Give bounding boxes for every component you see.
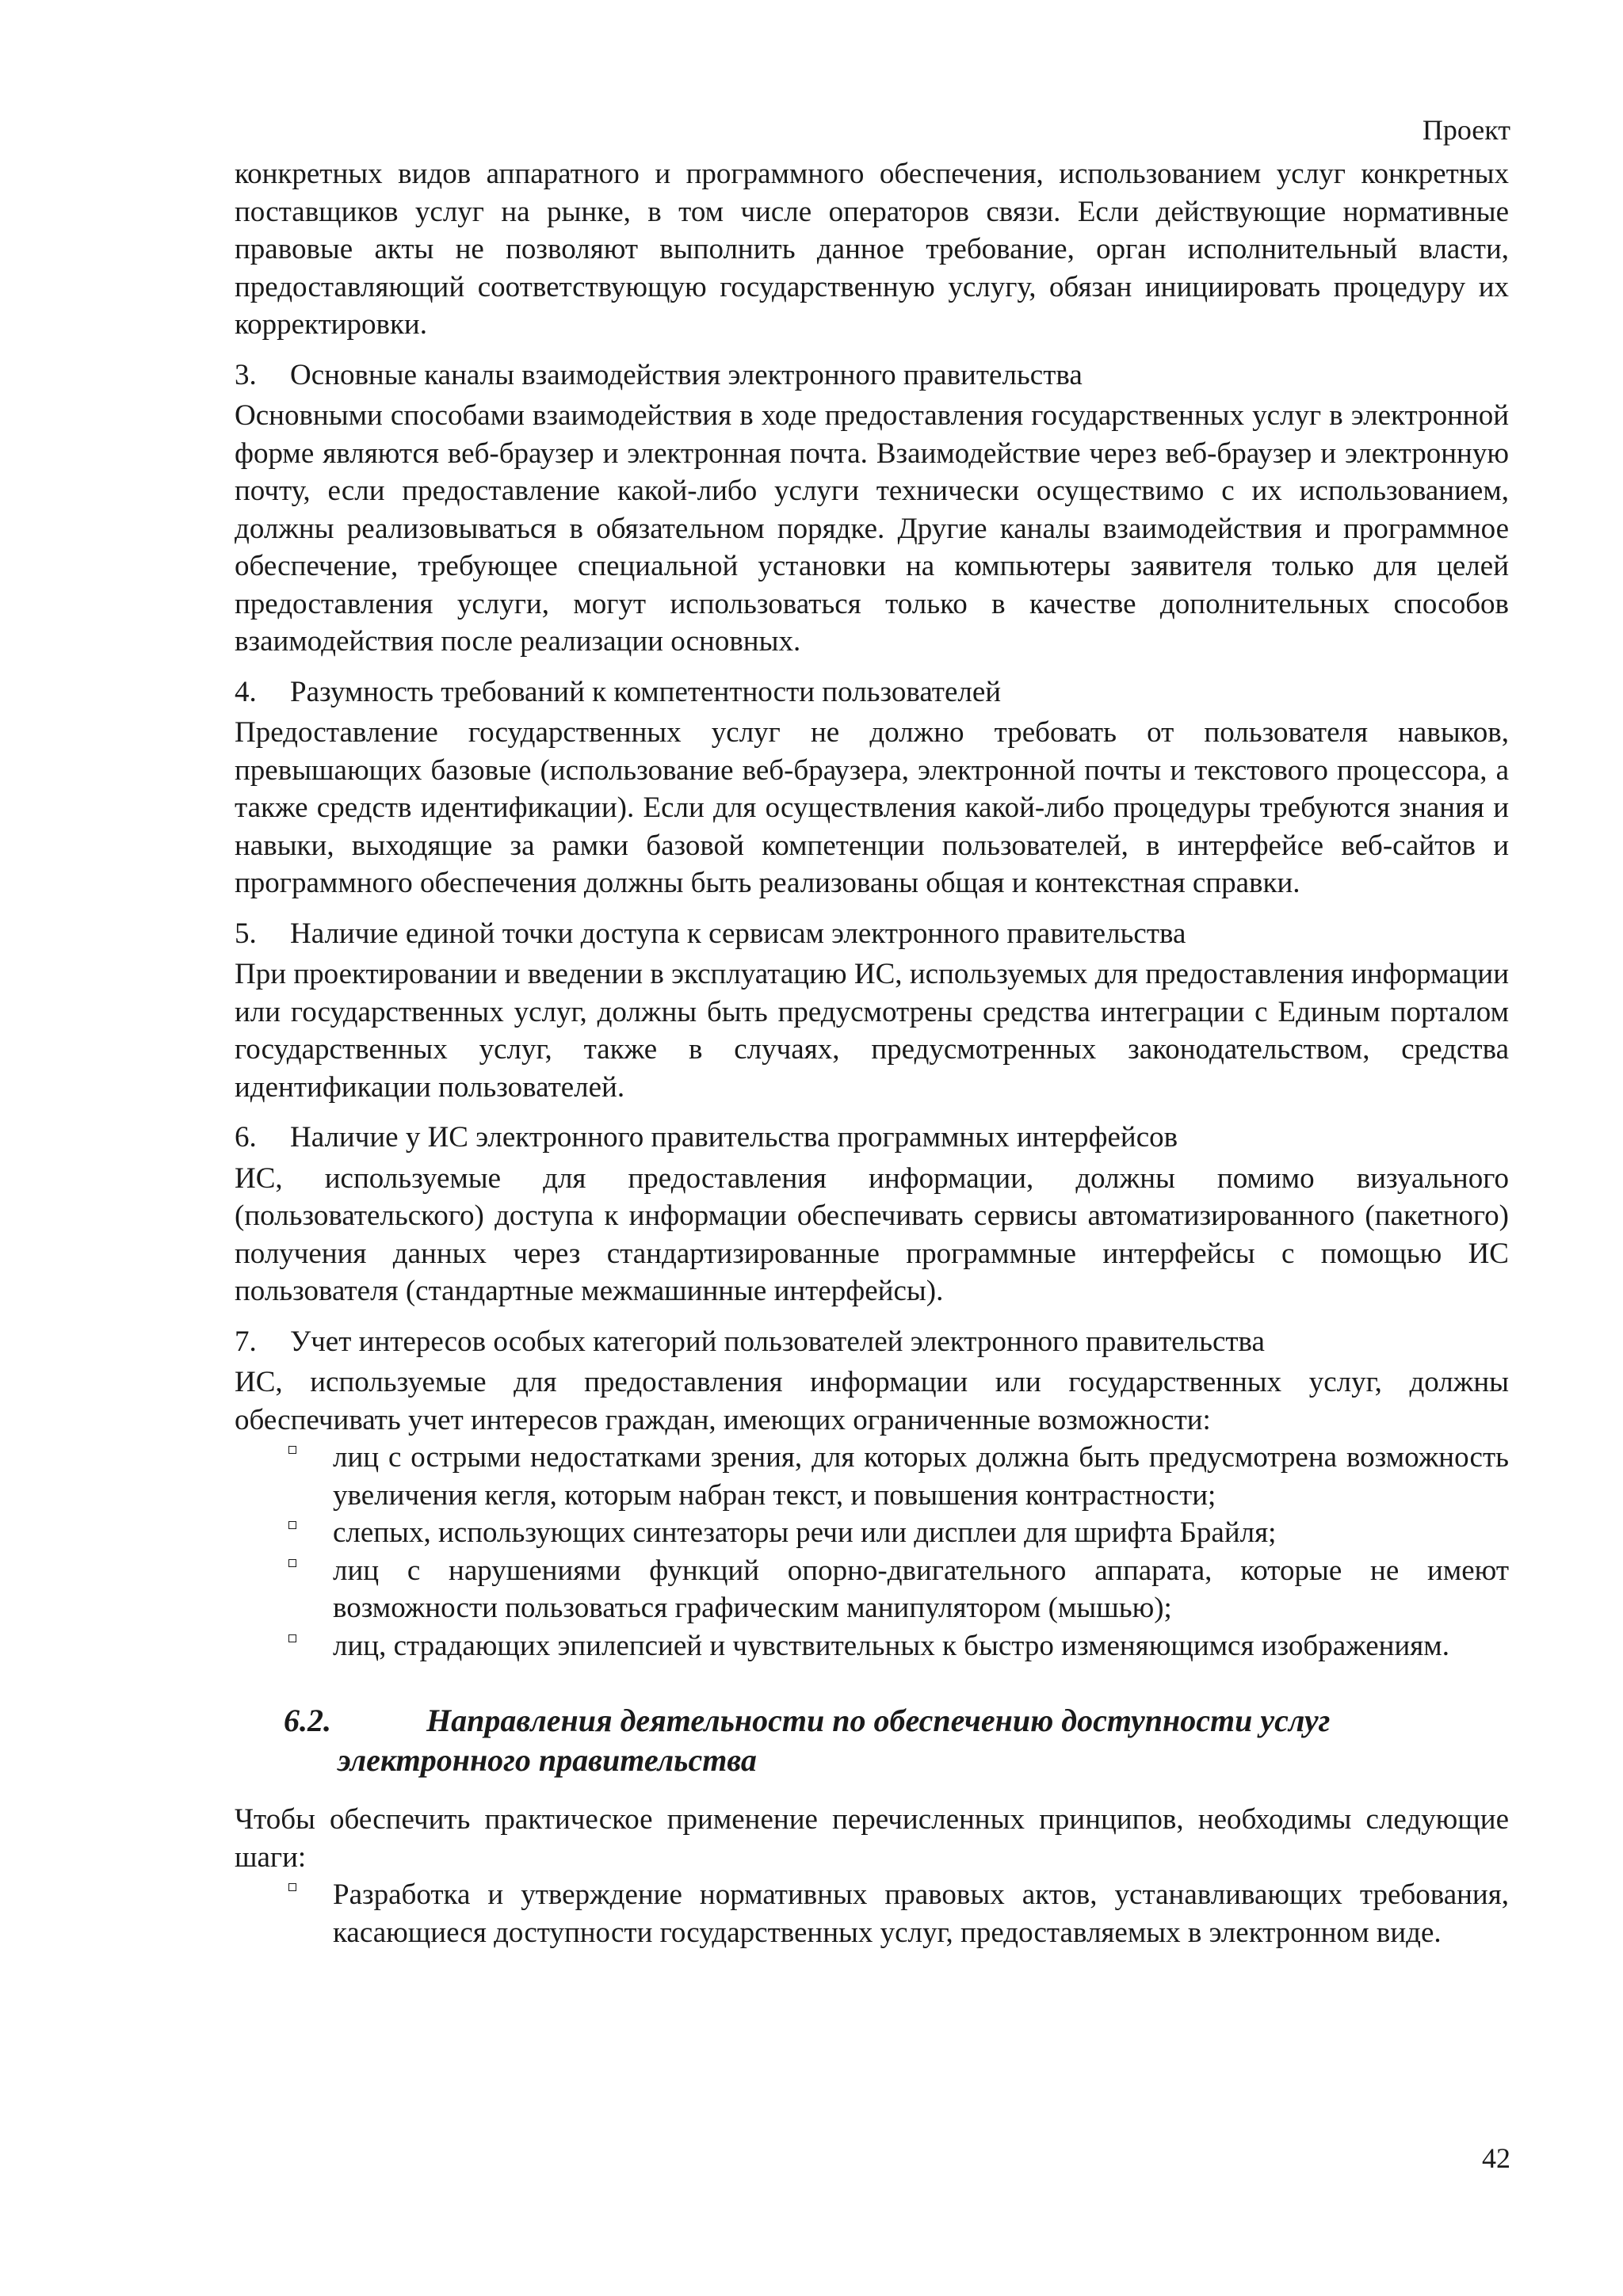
- principle-heading: [235, 915, 1509, 953]
- list-item: [235, 1876, 1509, 1951]
- list-item-text: слепых, использующих синтезаторы речи или дисплеи для шрифта Брайля;: [333, 1516, 1277, 1549]
- principle-title: Разумность требований к компетентности пользователей: [290, 675, 1002, 708]
- principle-text: Основными способами взаимодействия в ходе предоставления государственных услуг в электронной форме являются веб-браузер и электронная почта. Взаимодействие через веб-браузер и электронную почту, если предоставление какой-либо услуги технически осуществимо с их использованием, должны реализовываться в обязательном порядке. Другие каналы взаимодействия и программное обеспечение, требующее специальной установки на компьютеры заявителя только для целей предоставления услуги, могут использоваться только в качестве дополнительных способов взаимодействия после реализации основных.: [235, 399, 1509, 658]
- list-item: [235, 1552, 1509, 1627]
- principle-title: Учет интересов особых категорий пользователей электронного правительства: [290, 1325, 1265, 1358]
- principle-text: ИС, используемые для предоставления информации или государственных услуг, должны обеспечивать учет интересов граждан, имеющих ограниченные возможности:: [235, 1366, 1509, 1436]
- list-item-text: лиц, страдающих эпилепсией и чувствительных к быстро изменяющимся изображениям.: [333, 1629, 1449, 1662]
- principle-number: 7.: [235, 1325, 257, 1358]
- principle-heading: [235, 357, 1509, 395]
- list-item-text: Разработка и утверждение нормативных правовых актов, устанавливающих требования, касающиеся доступности государственных услуг, предоставляемых в электронном виде.: [333, 1878, 1509, 1949]
- principle-text: Предоставление государственных услуг не должно требовать от пользователя навыков, превышающих базовые (использование веб-браузера, электронной почты и текстового процессора, а также средств идентификации). Если для осуществления какой-либо процедуры требуются знания и навыки, выходящие за рамки базовой компетенции пользователей, в интерфейсе веб-сайтов и программного обеспечения должны быть реализованы общая и контекстная справки.: [235, 716, 1509, 899]
- list-item: [235, 1627, 1509, 1665]
- principle-heading: [235, 673, 1509, 711]
- principle-text: При проектировании и введении в эксплуатацию ИС, используемых для предоставления информации или государственных услуг, должны быть предусмотрены средства интеграции с Единым порталом государственных услуг, также в случаях, предусмотренных законодательством, средства идентификации пользователей.: [235, 958, 1509, 1104]
- list-item-text: лиц с острыми недостатками зрения, для которых должна быть предусмотрена возможность увеличения кегля, которым набран текст, и повышения контрастности;: [333, 1441, 1509, 1512]
- principle-title: Наличие единой точки доступа к сервисам электронного правительства: [290, 917, 1186, 950]
- section-number: 6.2.: [284, 1703, 331, 1738]
- list-item: [235, 1439, 1509, 1514]
- list-item: [235, 1514, 1509, 1552]
- list-item-text: лиц с нарушениями функций опорно-двигательного аппарата, которые не имеют возможности пользоваться графическим манипулятором (мышью);: [333, 1554, 1509, 1624]
- steps-list: [235, 1876, 1509, 1951]
- principle-number: 3.: [235, 358, 257, 391]
- square-bullet-icon: [288, 1559, 296, 1567]
- section-heading: [235, 1701, 1509, 1780]
- special-users-list: [235, 1439, 1509, 1665]
- page-content: [235, 155, 1509, 1951]
- square-bullet-icon: [288, 1521, 296, 1529]
- square-bullet-icon: [288, 1446, 296, 1454]
- intro-paragraph: конкретных видов аппаратного и программного обеспечения, использованием услуг конкретных поставщиков услуг на рынке, в том числе операторов связи. Если действующие нормативные правовые акты не позволяют выполнить данное требование, орган исполнительный власти, предоставляющий соответствующую государственную услугу, обязан инициировать процедуру их корректировки.: [235, 158, 1509, 341]
- principle-text: ИС, используемые для предоставления информации, должны помимо визуального (пользовательского) доступа к информации обеспечивать сервисы автоматизированного (пакетного) получения данных через стандартизированные программные интерфейсы с помощью ИС пользователя (стандартные межмашинные интерфейсы).: [235, 1161, 1509, 1307]
- square-bullet-icon: [288, 1634, 296, 1642]
- principle-title: Основные каналы взаимодействия электронного правительства: [290, 358, 1083, 391]
- section-title-line1: Направления деятельности по обеспечению доступности услуг: [426, 1703, 1331, 1738]
- principle-number: 5.: [235, 917, 257, 950]
- principle-heading: [235, 1323, 1509, 1361]
- page-number: 42: [1482, 2142, 1510, 2174]
- principle-title: Наличие у ИС электронного правительства программных интерфейсов: [290, 1121, 1178, 1154]
- section-title-line2: электронного правительства: [338, 1742, 757, 1778]
- principle-number: 4.: [235, 675, 257, 708]
- principle-heading: [235, 1119, 1509, 1157]
- steps-intro: Чтобы обеспечить практическое применение перечисленных принципов, необходимы следующие шаги:: [235, 1803, 1509, 1874]
- square-bullet-icon: [288, 1883, 296, 1891]
- principle-number: 6.: [235, 1121, 257, 1154]
- header-label: Проект: [1422, 114, 1510, 146]
